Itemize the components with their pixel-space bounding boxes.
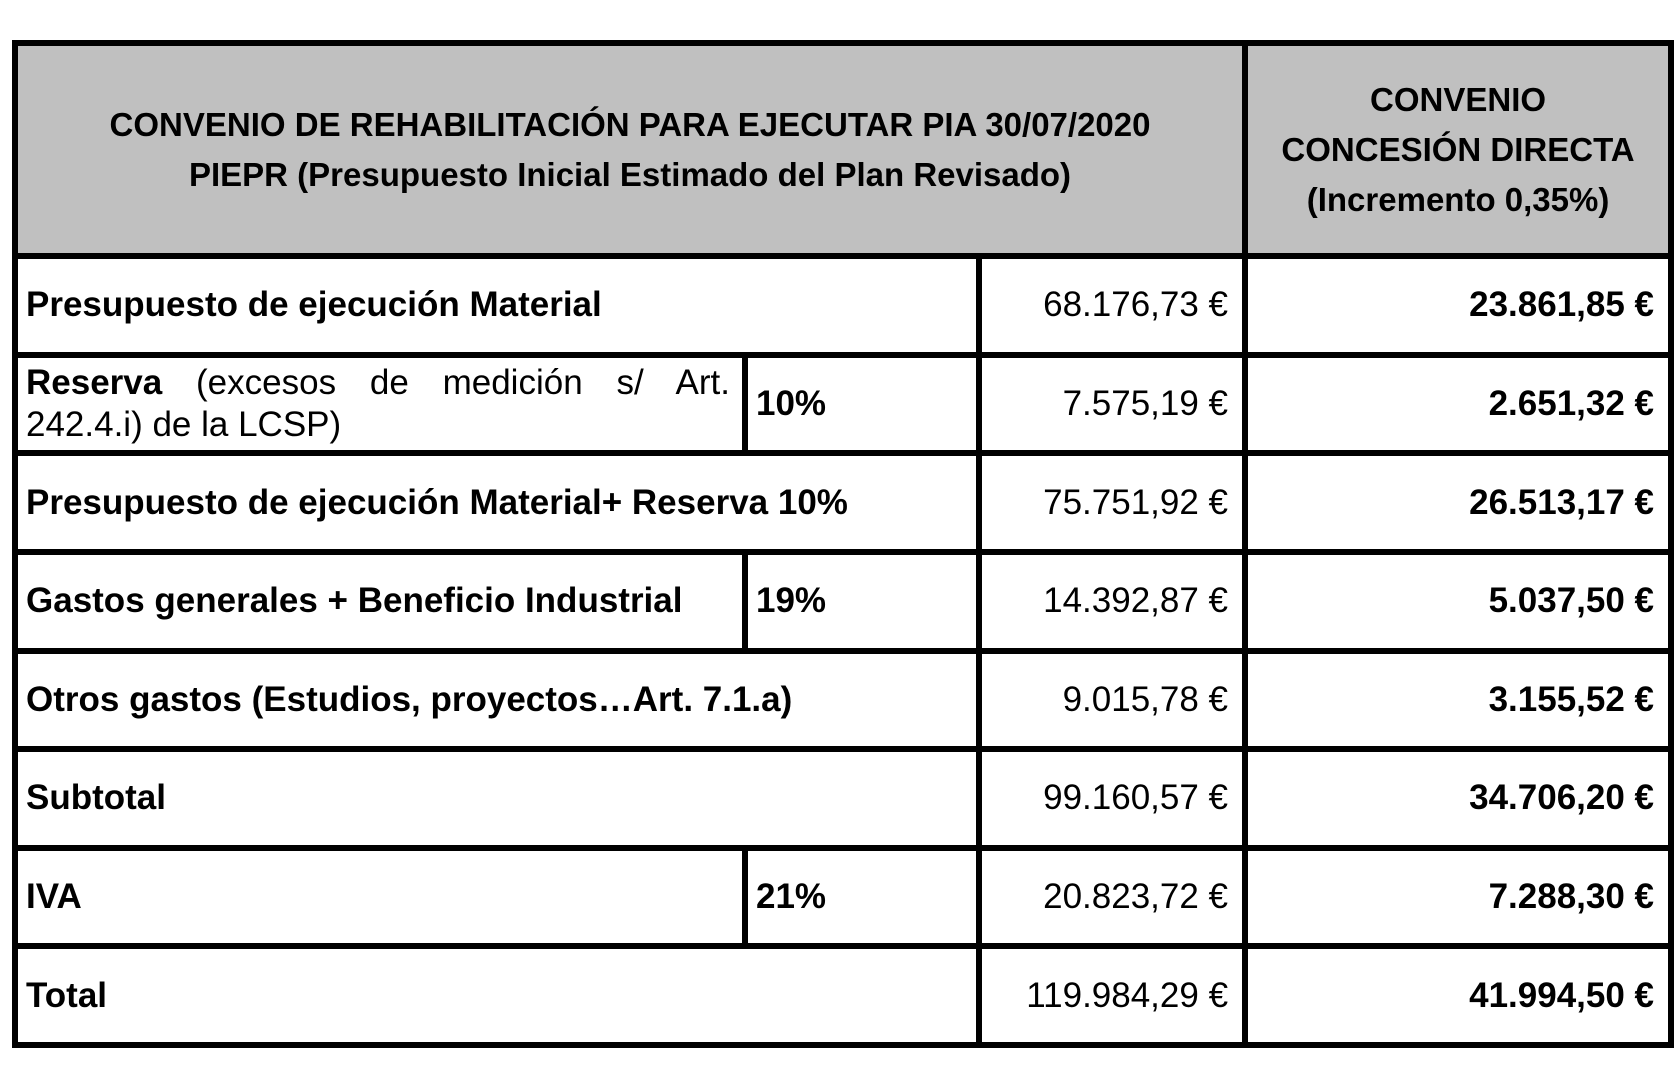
budget-table [12,40,1674,1048]
plan-amount: 99.160,57 € [979,749,1245,848]
row-label-rest: (excesos de medición s/ Art. 242.4.i) de la LCSP) [26,363,730,445]
convenio-amount: 5.037,50 € [1245,552,1671,651]
convenio-amount: 34.706,20 € [1245,749,1671,848]
row-label: Gastos generales + Beneficio Industrial [15,552,745,651]
plan-amount: 119.984,29 € [979,946,1245,1045]
row-label: Presupuesto de ejecución Material+ Reserva 10% [15,453,979,552]
table-row [15,552,1671,651]
header-plan-subtitle: PIEPR (Presupuesto Inicial Estimado del Plan Revisado) [188,155,1072,193]
row-label: Otros gastos (Estudios, proyectos…Art. 7.1.a) [15,651,979,750]
plan-amount: 75.751,92 € [979,453,1245,552]
plan-amount: 14.392,87 € [979,552,1245,651]
table-row [15,946,1671,1045]
convenio-amount: 2.651,32 € [1245,355,1671,454]
convenio-amount: 23.861,85 € [1245,256,1671,355]
header-convenio-cell [1245,43,1671,256]
row-percent: 10% [745,355,979,454]
convenio-amount: 7.288,30 € [1245,848,1671,947]
table-row [15,355,1671,454]
table-row [15,256,1671,355]
row-label [15,355,745,454]
row-percent: 21% [745,848,979,947]
row-label: IVA [15,848,745,947]
row-label: Presupuesto de ejecución Material [15,256,979,355]
table-row [15,749,1671,848]
row-percent: 19% [745,552,979,651]
table-row [15,651,1671,750]
convenio-amount: 26.513,17 € [1245,453,1671,552]
plan-amount: 68.176,73 € [979,256,1245,355]
row-label-bold: Reserva [26,363,163,403]
plan-amount: 7.575,19 € [979,355,1245,454]
convenio-amount: 3.155,52 € [1245,651,1671,750]
header-plan-cell [15,43,1245,256]
header-convenio-line3: (Incremento 0,35%) [1306,180,1610,218]
header-convenio-line2: CONCESIÓN DIRECTA [1281,130,1635,168]
row-label: Subtotal [15,749,979,848]
header-convenio-line1: CONVENIO [1370,80,1547,118]
plan-amount: 9.015,78 € [979,651,1245,750]
table-row [15,453,1671,552]
header-plan-title: CONVENIO DE REHABILITACIÓN PARA EJECUTAR PIA 30/07/2020 [109,105,1151,143]
row-label: Total [15,946,979,1045]
table-row [15,848,1671,947]
plan-amount: 20.823,72 € [979,848,1245,947]
convenio-amount: 41.994,50 € [1245,946,1671,1045]
table-header-row [15,43,1671,256]
budget-table-container [12,40,1668,1048]
